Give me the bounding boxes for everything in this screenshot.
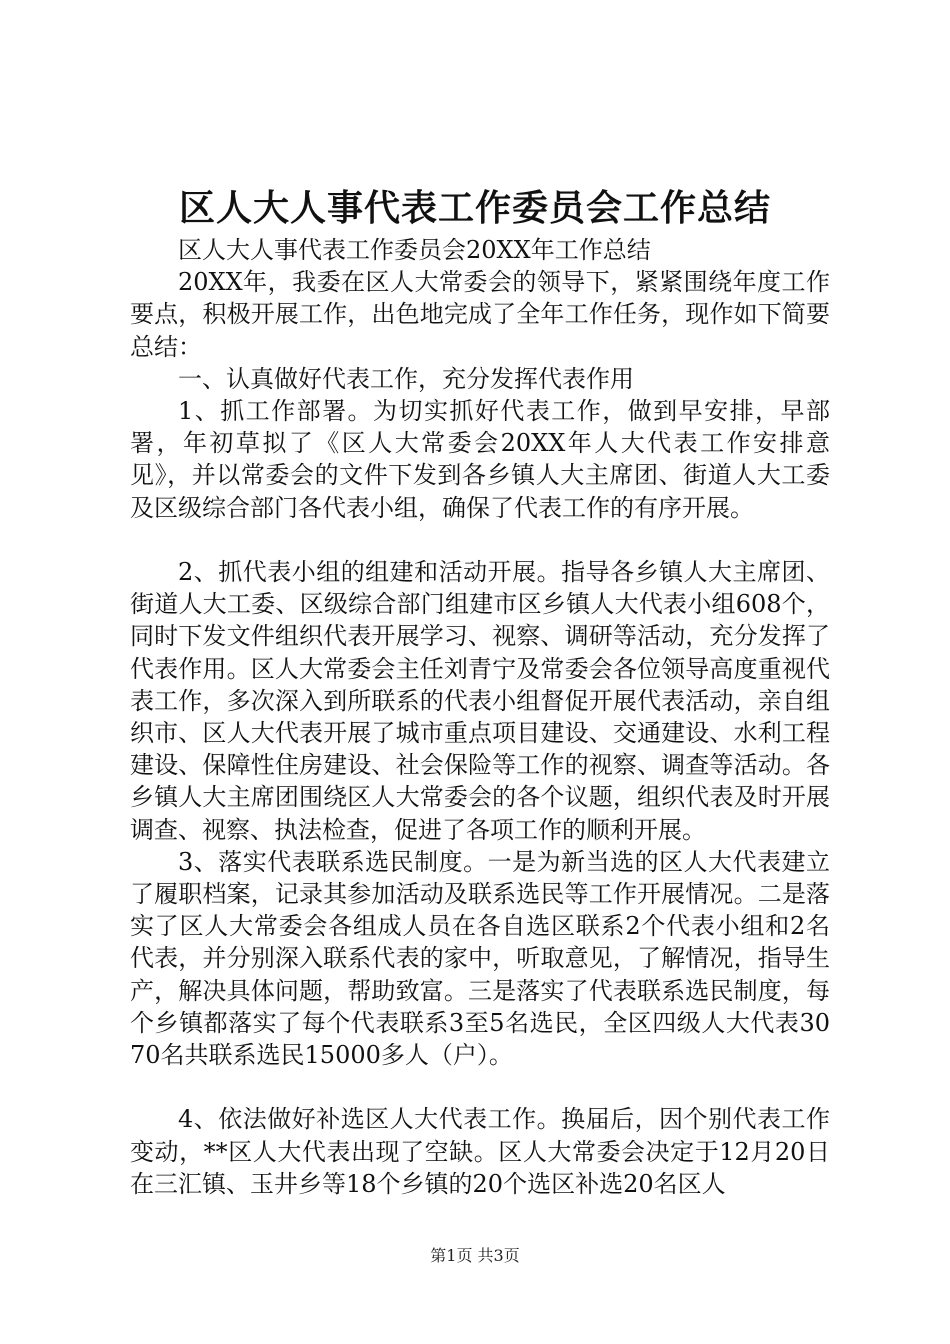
item-paragraph-3: 3、落实代表联系选民制度。一是为新当选的区人大代表建立了履职档案，记录其参加活动及联系选民等工作开展情况。二是落实了区人大常委会各组成人员在各自选区联系2个代表小组和2名代表，并分别深入联系代表的家中，听取意见，了解情况，指导生产，解决具体问题，帮助致富。三是落实了代表联系选民制度，每个乡镇都落实了每个代表联系3至5名选民，全区四级人大代表3070名共联系选民15000多人（户）。 [130, 847, 830, 1070]
document-body [130, 234, 830, 1200]
intro-paragraph: 20XX年，我委在区人大常委会的领导下，紧紧围绕年度工作要点，积极开展工作，出色地完成了全年工作任务，现作如下简要总结： [130, 268, 830, 361]
item-paragraph-4: 4、依法做好补选区人大代表工作。换届后，因个别代表工作变动，**区人大代表出现了空缺。区人大常委会决定于12月20日在三汇镇、玉井乡等18个乡镇的20个选区补选20名区人 [130, 1105, 830, 1198]
document-title: 区人大人事代表工作委员会工作总结 [178, 187, 771, 229]
item-paragraph-1: 1、抓工作部署。为切实抓好代表工作，做到早安排，早部署，年初草拟了《区人大常委会20XX年人大代表工作安排意见》，并以常委会的文件下发到各乡镇人大主席团、街道人大工委及区级综合部门各代表小组，确保了代表工作的有序开展。 [130, 397, 830, 522]
section-heading: 一、认真做好代表工作，充分发挥代表作用 [178, 364, 634, 393]
subtitle-paragraph: 区人大人事代表工作委员会20XX年工作总结 [178, 236, 651, 264]
page-footer: 第1页 共3页 [430, 1246, 520, 1265]
item-paragraph-2: 2、抓代表小组的组建和活动开展。指导各乡镇人大主席团、街道人大工委、区级综合部门组建市区乡镇人大代表小组608个，同时下发文件组织代表开展学习、视察、调研等活动，充分发挥了代表作用。区人大常委会主任刘青宁及常委会各位领导高度重视代表工作，多次深入到所联系的代表小组督促开展代表活动，亲自组织市、区人大代表开展了城市重点项目建设、交通建设、水利工程建设、保障性住房建设、社会保险等工作的视察、调查等活动。各乡镇人大主席团围绕区人大常委会的各个议题，组织代表及时开展调查、视察、执法检查，促进了各项工作的顺利开展。 [130, 558, 830, 844]
